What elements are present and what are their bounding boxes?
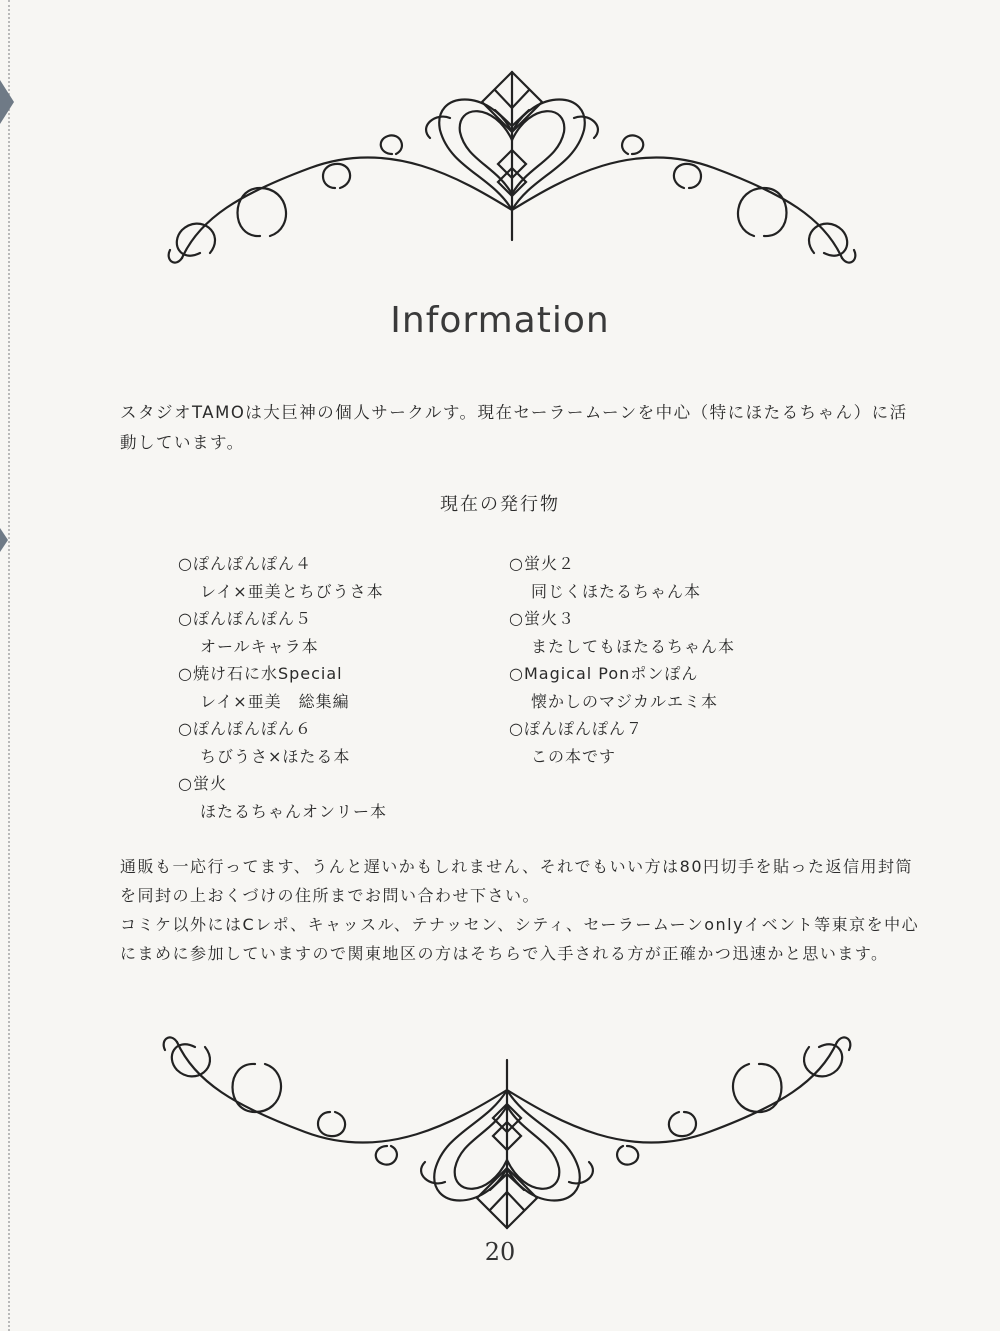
item-desc: 同じくほたるちゃん本: [531, 581, 702, 601]
item-desc: オールキャラ本: [200, 636, 319, 656]
list-item: [509, 715, 735, 770]
item-desc: この本です: [531, 746, 617, 766]
item-title: ○蛍火２: [509, 554, 575, 573]
item-desc: ほたるちゃんオンリー本: [200, 801, 388, 821]
item-title: ○Magical Ponポンぽん: [509, 664, 699, 683]
page-title: Information: [390, 300, 610, 341]
item-title: ○ぽんぽんぽん６: [178, 719, 312, 738]
publications-list-right: [509, 550, 735, 770]
list-item: [178, 770, 387, 825]
item-title: ○焼け石に水Special: [178, 664, 343, 683]
list-item: [509, 550, 735, 605]
binding-mark: [0, 528, 8, 552]
list-item: [178, 550, 387, 605]
list-item: [509, 660, 735, 715]
body-text: [120, 852, 920, 968]
list-item: [509, 605, 735, 660]
events-paragraph: コミケ以外にはCレポ、キャッスル、テナッセン、シティ、セーラームーンonlyイベント等東京を中心にまめに参加していますので関東地区の方はそちらで入手される方が正確かつ迅速かと思います。: [120, 915, 920, 963]
publications-list-left: [178, 550, 387, 825]
item-title: ○ぽんぽんぽん４: [178, 554, 312, 573]
top-ornament-icon: [160, 68, 865, 280]
item-desc: 懐かしのマジカルエミ本: [531, 691, 719, 711]
publications-heading: 現在の発行物: [440, 494, 560, 515]
list-item: [178, 715, 387, 770]
list-item: [178, 660, 387, 715]
intro-paragraph: スタジオTAMOは大巨神の個人サークルす。現在セーラームーンを中心（特にほたるちゃん）に活動しています。: [120, 403, 908, 452]
item-title: ○ぽんぽんぽん５: [178, 609, 312, 628]
mail-order-paragraph: 通販も一応行ってます、うんと遅いかもしれません、それでもいい方は80円切手を貼った返信用封筒を同封の上おくづけの住所までお問い合わせ下さい。: [120, 857, 914, 905]
item-desc: ちびうさ×ほたる本: [200, 746, 351, 766]
item-title: ○蛍火３: [509, 609, 575, 628]
page-number: 20: [484, 1238, 516, 1266]
binding-edge: [0, 0, 10, 1331]
item-title: ○ぽんぽんぽん７: [509, 719, 643, 738]
binding-mark: [0, 80, 14, 124]
item-desc: レイ×亜美 総集編: [200, 691, 350, 711]
item-desc: レイ×亜美とちびうさ本: [200, 581, 384, 601]
list-item: [178, 605, 387, 660]
bottom-ornament-icon: [155, 1018, 860, 1233]
item-title: ○蛍火: [178, 774, 227, 793]
item-desc: またしてもほたるちゃん本: [531, 636, 736, 656]
